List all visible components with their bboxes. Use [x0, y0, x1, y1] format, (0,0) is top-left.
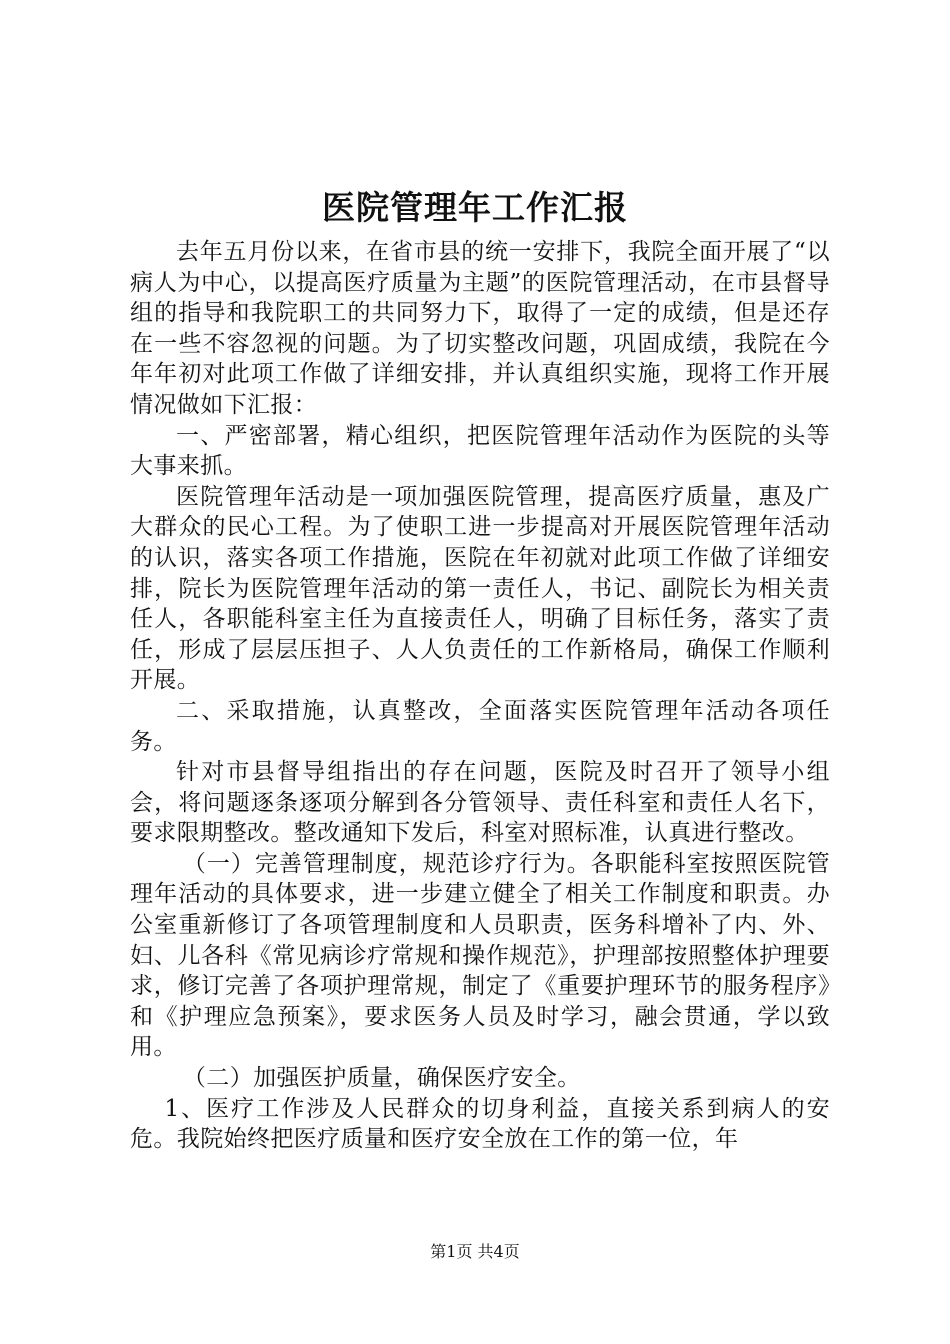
list-item: 1、医疗工作涉及人民群众的切身利益，直接关系到病人的安危。我院始终把医疗质量和医疗安全放在工作的第一位，年 — [130, 1095, 830, 1153]
subsection-1: （一）完善管理制度，规范诊疗行为。各职能科室按照医院管理年活动的具体要求，进一步建立健全了相关工作制度和职责。办公室重新修订了各项管理制度和人员职责，医务科增补了内、外、妇、儿各科《常见病诊疗常规和操作规范》，护理部按照整体护理要求，修订完善了各项护理常规，制定了《重要护理环节的服务程序》和《护理应急预案》，要求医务人员及时学习，融会贯通，学以致用。 — [130, 850, 830, 1061]
section-heading-2: 二、采取措施，认真整改，全面落实医院管理年活动各项任务。 — [130, 697, 830, 755]
section-heading-1: 一、严密部署，精心组织，把医院管理年活动作为医院的头等大事来抓。 — [130, 422, 830, 480]
paragraph-intro: 去年五月份以来，在省市县的统一安排下，我院全面开展了“以病人为中心，以提高医疗质量为主题”的医院管理活动，在市县督导组的指导和我院职工的共同努力下，取得了一定的成绩，但是还存在一些不容忽视的问题。为了切实整改问题，巩固成绩，我院在今年年初对此项工作做了详细安排，并认真组织实施，现将工作开展情况做如下汇报： — [130, 239, 830, 418]
paragraph: 针对市县督导组指出的存在问题，医院及时召开了领导小组会，将问题逐条逐项分解到各分管领导、责任科室和责任人名下，要求限期整改。整改通知下发后，科室对照标准，认真进行整改。 — [130, 759, 830, 847]
page-number: 第1页 共4页 — [430, 1242, 520, 1261]
document-body — [130, 237, 830, 1155]
document-title: 医院管理年工作汇报 — [322, 188, 628, 227]
subsection-heading-2: （二）加强医护质量，确保医疗安全。 — [182, 1065, 581, 1092]
paragraph: 医院管理年活动是一项加强医院管理，提高医疗质量，惠及广大群众的民心工程。为了使职工进一步提高对开展医院管理年活动的认识，落实各项工作措施，医院在年初就对此项工作做了详细安排，院长为医院管理年活动的第一责任人，书记、副院长为相关责任人，各职能科室主任为直接责任人，明确了目标任务，落实了责任，形成了层层压担子、人人负责任的工作新格局，确保工作顺利开展。 — [130, 483, 830, 694]
